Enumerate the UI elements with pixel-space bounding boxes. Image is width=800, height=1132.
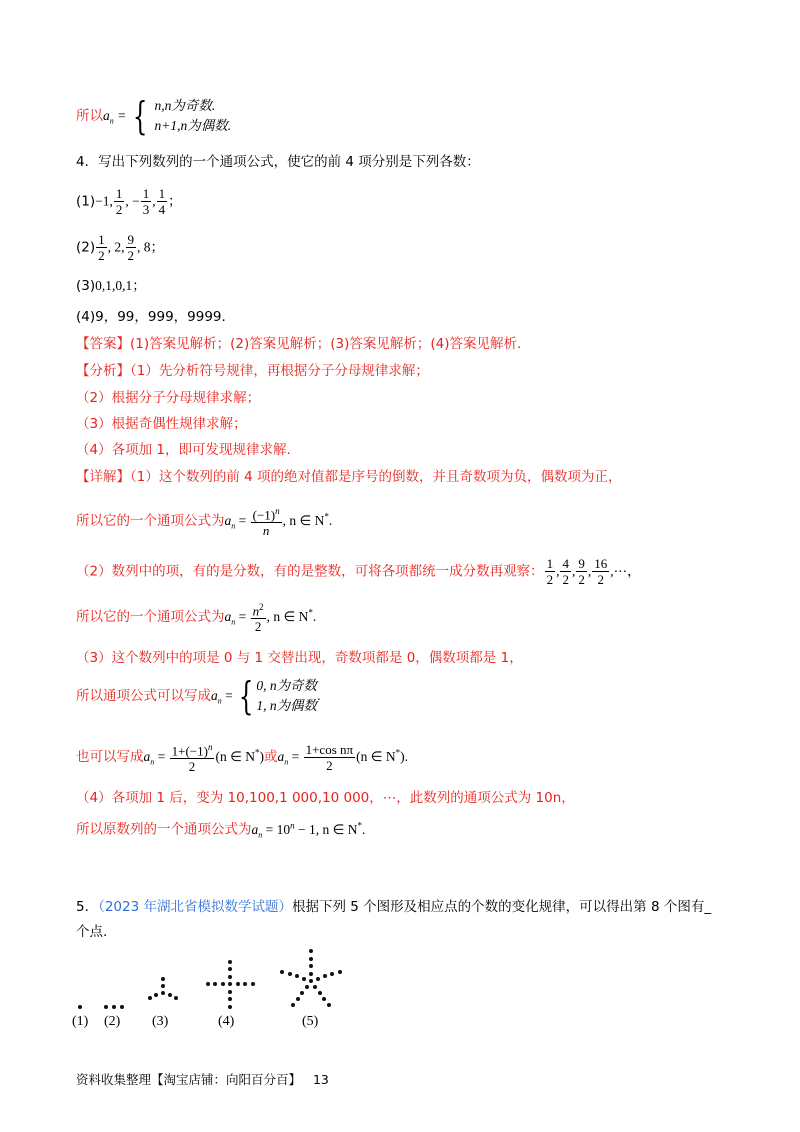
figure-3-dot [161, 984, 165, 988]
figure-5-dot [316, 977, 320, 981]
figure-5-dot [302, 977, 306, 981]
figure-5-dot [288, 972, 292, 976]
figure-5-dot [296, 997, 300, 1001]
formula-3: 所以通项公式可以写成$a_n$ = { 0, n为奇数 1, n为偶数 . [76, 674, 321, 718]
a-n: $a_n$ [103, 108, 114, 126]
analysis-3: （3）根据奇偶性规律求解； [76, 416, 247, 432]
figure-2-dot [120, 1005, 124, 1009]
figure-5-dot [291, 1003, 295, 1007]
figure-4-dot [243, 982, 247, 986]
figure-5-dot [338, 970, 342, 974]
formula-4: 也可以写成$a_n$ = $\frac{1+(-1)^n}{2}$ (n ∈ N*)或$a_n$ = $\frac{\text{1+cos nπ}}{2}$ (n ∈ N*). [76, 741, 408, 775]
figure-5-dot [327, 1003, 331, 1007]
figure-label-4: (4) [218, 1014, 235, 1029]
q5-stem: 5．（2023 年湖北省模拟数学试题）根据下列 5 个图形及相应点的个数的变化规律，可以得出第 8 个图有_ [76, 899, 712, 915]
figure-4-dot [228, 967, 232, 971]
figure-5-dot [309, 957, 313, 961]
figure-label-1: (1) [72, 1014, 89, 1029]
figure-3-dot [148, 996, 152, 1000]
analysis-2: （2）根据分子分母规律求解； [76, 390, 261, 406]
figure-2-dot [104, 1005, 108, 1009]
figure-5-dot [309, 964, 313, 968]
analysis-4: （4）各项加 1，即可发现规律求解. [76, 442, 291, 458]
q4-part2: (2) $\frac{1}{2}$ , 2, $\frac{9}{2}$ , 8； [76, 232, 164, 263]
figure-5-dot [305, 985, 309, 989]
footer [76, 1070, 329, 1090]
q4-part4: (4)9，99，999，9999. [76, 309, 226, 325]
figure-5-dot [318, 991, 322, 995]
figure-5-dot [313, 985, 317, 989]
answer-line: 【答案】(1)答案见解析；(2)答案见解析；(3)答案见解析；(4)答案见解析. [76, 336, 522, 352]
brace: { [132, 94, 148, 138]
prev-cases: n,n为奇数. n+1,n为偶数. [154, 98, 232, 133]
detail-3: （3）这个数列中的项是 0 与 1 交替出现，奇数项都是 0，偶数项都是 1， [76, 650, 523, 666]
formula-5: 所以原数列的一个通项公式为$a_n = 10^n - 1$, n ∈ N*. [76, 820, 366, 840]
figure-3-dot [161, 991, 165, 995]
figure-5-dot [330, 972, 334, 976]
figure-1-dot [78, 1005, 82, 1009]
figure-5-dot [322, 997, 326, 1001]
figure-label-3: (3) [152, 1014, 169, 1029]
figure-4-dot [206, 982, 210, 986]
q5-stem-cont: 个点. [76, 924, 108, 940]
figure-3-dot [161, 977, 165, 981]
figure-4-dot [251, 982, 255, 986]
figure-4-dot [228, 982, 232, 986]
formula-2: 所以它的一个通项公式为$a_n$ = $\frac{n^2}{2}$ , n ∈ N*. [76, 602, 317, 635]
figure-4-dot [228, 975, 232, 979]
figure-4-dot [228, 1005, 232, 1009]
detail-2: （2）数列中的项，有的是分数，有的是整数，可将各项都统一成分数再观察： $\frac{1}{2}$ , $\frac{4}{2}$ , $\frac{9}{2}$ , $\frac{16}{2}$ ,⋯， [76, 556, 641, 587]
figure-4-dot [236, 982, 240, 986]
figure-5-dot [323, 974, 327, 978]
q4-stem: 4．写出下列数列的一个通项公式，使它的前 4 项分别是下列各数： [76, 154, 480, 170]
page-number: 13 [312, 1072, 329, 1087]
figure-3-dot [154, 993, 158, 997]
figure-4-dot [228, 997, 232, 1001]
q5-source: （2023 年湖北省模拟数学试题） [98, 899, 292, 915]
figure-4-dot [213, 982, 217, 986]
figure-4-dot [228, 990, 232, 994]
q4-part1: (1)−1, $\frac{1}{2}$ , − $\frac{1}{3}$ , $\frac{1}{4}$ ； [76, 186, 182, 217]
figure-4-dot [228, 960, 232, 964]
figure-5-dot [309, 972, 313, 976]
figure-5-dot [295, 974, 299, 978]
detail-1: 【详解】（1）这个数列的前 4 项的绝对值都是序号的倒数，并且奇数项为负，偶数项为正， [76, 469, 622, 485]
figure-4-dot [221, 982, 225, 986]
figure-3-dot [168, 993, 172, 997]
figure-5-dot [300, 991, 304, 995]
analysis-1: 【分析】（1）先分析符号规律，再根据分子分母规律求解； [76, 363, 429, 379]
figure-5-dot [280, 970, 284, 974]
figure-5-dot [309, 979, 313, 983]
prev-answer: 所以$a_n$ = { n,n为奇数. n+1,n为偶数. [76, 94, 232, 138]
detail-4: （4）各项加 1 后，变为 10,100,1 000,10 000，⋯，此数列的通项公式为 10n， [76, 790, 575, 806]
q4-part3: (3)0,1,0,1； [76, 278, 146, 294]
figure-2-dot [112, 1005, 116, 1009]
figure-3-dot [174, 996, 178, 1000]
footer-text: 资料收集整理【淘宝店铺：向阳百分百】 [76, 1072, 302, 1087]
figure-label-5: (5) [302, 1014, 319, 1029]
formula-1: 所以它的一个通项公式为$a_n$ = $\frac{(-1)^n}{n}$ , n ∈ N*. [76, 506, 333, 539]
figure-label-2: (2) [104, 1014, 121, 1029]
figure-5-dot [309, 949, 313, 953]
